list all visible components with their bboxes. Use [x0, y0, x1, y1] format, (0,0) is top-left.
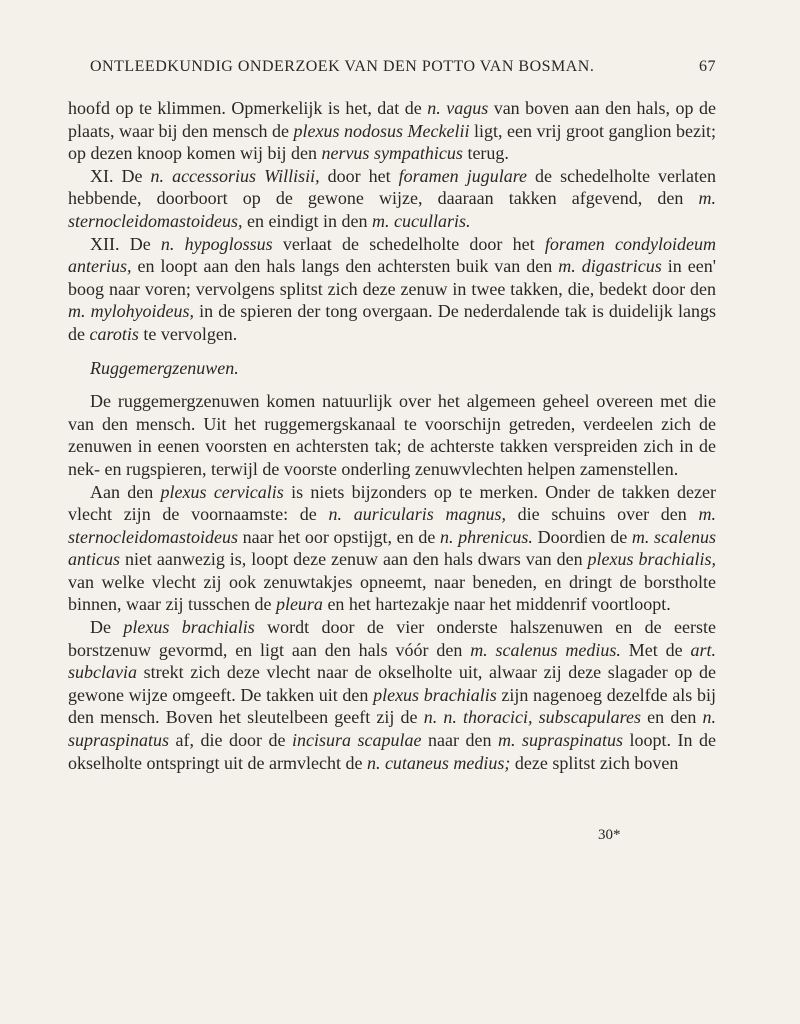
italic-term: Ruggemergzenuwen. — [90, 357, 239, 378]
italic-term: m. scalenus anticus — [68, 526, 716, 570]
page-number: 67 — [699, 58, 716, 75]
italic-term: n. cutaneus medius; — [366, 752, 511, 773]
body-text — [68, 97, 716, 774]
paragraph — [68, 390, 716, 480]
text-run: XII. De — [90, 233, 161, 254]
text-run: XI. De — [90, 165, 151, 186]
italic-term: foramen jugulare — [398, 165, 528, 186]
text-run: naar het oor opstijgt, en de — [237, 526, 440, 547]
text-run: hoofd op te klimmen. Opmerkelijk is het, dat de — [68, 98, 428, 118]
text-run: wordt door de vier onderste halszenuwen en de eerste borstzenuw gevormd, en ligt aan den hals vóór den — [68, 617, 716, 660]
text-run: de schedelholte verlaten hebbende, doorboort op de gewone wijze, daaraan takken afgevend, den — [68, 165, 717, 209]
text-run: verlaat de schedelholte door het — [272, 233, 545, 254]
text-run: De — [90, 617, 124, 638]
italic-term: m. scalenus medius. — [470, 639, 621, 660]
text-run: te vervolgen. — [138, 323, 238, 344]
text-run: en loopt aan den hals langs den achtersten buik van den — [131, 256, 559, 277]
running-title: ONTLEEDKUNDIG ONDERZOEK VAN DEN POTTO VAN BOSMAN. — [90, 58, 595, 75]
section-heading — [68, 357, 716, 380]
italic-term: carotis — [89, 323, 139, 344]
italic-term: plexus brachialis — [123, 617, 255, 638]
text-run: naar den — [421, 730, 498, 751]
text-run: ligt, een vrij groot ganglion bezit; op dezen knoop komen wij bij den — [68, 120, 717, 164]
italic-term: n. hypoglossus — [160, 233, 273, 254]
italic-term: n. phrenicus. — [439, 526, 533, 547]
text-run: en den — [641, 707, 703, 728]
italic-term: foramen condyloideum anterius, — [68, 233, 716, 277]
italic-term: n. n. thoracici, subscapulares — [423, 707, 642, 728]
paragraph — [68, 233, 716, 346]
italic-term: plexus brachialis, — [587, 549, 716, 570]
text-run: in een' boog naar voren; vervolgens splitst zich deze zenuw in twee takken, die, bedekt door den — [68, 256, 716, 299]
italic-term: m. supraspinatus — [497, 730, 623, 751]
text-run: en eindigt in den — [242, 210, 372, 231]
text-run: Doordien de — [532, 526, 632, 547]
italic-term: n. supraspinatus — [68, 707, 716, 751]
printer-signature: 30* — [598, 827, 621, 843]
paragraph — [68, 97, 716, 165]
text-run: zijn nagenoeg dezelfde als bij den mensch. Boven het sleutelbeen geeft zij de — [68, 684, 716, 728]
italic-term: m. sternocleidomastoideus, — [68, 188, 716, 231]
italic-term: art. subclavia — [68, 639, 717, 683]
text-run: van welke vlecht zij ook zenuwtakjes opneemt, naar beneden, en dringt de borstholte binnen, waar zij tusschen de — [68, 571, 716, 615]
text-run: Aan den — [90, 481, 161, 502]
text-run: terug. — [462, 143, 509, 164]
text-run: De ruggemergzenuwen komen natuurlijk over het algemeen geheel overeen met die van den mensch. Uit het ruggemergskanaal te voorschijn getreden, verdeelen zich de zenuwen in eenen voorsten en achtersten tak; de achterste takken verspreiden zich in de nek- en rugspieren, terwijl de voorste onderling zenuwvlechten helpen zamenstellen. — [68, 391, 716, 479]
italic-term: plexus nodosus Meckelii — [293, 120, 470, 141]
text-run: in de spieren der tong overgaan. De nederdalende tak is duidelijk langs de — [68, 301, 716, 344]
text-run: door het — [319, 165, 399, 186]
italic-term: n. accessorius Willisii, — [150, 165, 320, 186]
italic-term: m. sternocleidomastoideus — [68, 504, 717, 547]
text-run: strekt zich deze vlecht naar de okselholte uit, alwaar zij deze slagader op de gewone wijze omgeeft. De takken uit den — [68, 662, 716, 705]
text-run: en het hartezakje naar het middenrif voortloopt. — [322, 594, 671, 615]
text-run: is niets bijzonders op te merken. Onder de takken dezer vlecht zijn de voornaamste: de — [68, 481, 716, 525]
paragraph — [68, 616, 716, 774]
italic-term: n. auricularis magnus, — [328, 504, 506, 525]
italic-term: nervus sympathicus — [321, 143, 463, 164]
paragraph — [68, 481, 716, 617]
italic-term: m. digastricus — [558, 256, 662, 277]
running-header — [68, 54, 716, 82]
text-run: af, die door de — [169, 730, 292, 751]
paragraph — [68, 165, 716, 233]
italic-term: m. cucullaris. — [371, 210, 471, 231]
italic-term: plexus brachialis — [373, 684, 497, 705]
italic-term: pleura — [275, 594, 323, 615]
text-run: die schuins over den — [505, 504, 699, 525]
text-run: niet aanwezig is, loopt deze zenuw aan den hals dwars van den — [120, 549, 588, 570]
page — [68, 54, 716, 774]
text-run: Met de — [620, 639, 691, 660]
text-run: van boven aan den hals, op de plaats, waar bij den mensch de — [68, 98, 716, 141]
italic-term: n. vagus — [427, 98, 489, 118]
text-run: deze splitst zich boven — [510, 752, 679, 773]
italic-term: plexus cervicalis — [160, 481, 284, 502]
italic-term: m. mylohyoideus, — [68, 301, 195, 322]
text-run: loopt. In de okselholte ontspringt uit de armvlecht de — [68, 730, 716, 773]
italic-term: incisura scapulae — [292, 730, 422, 751]
